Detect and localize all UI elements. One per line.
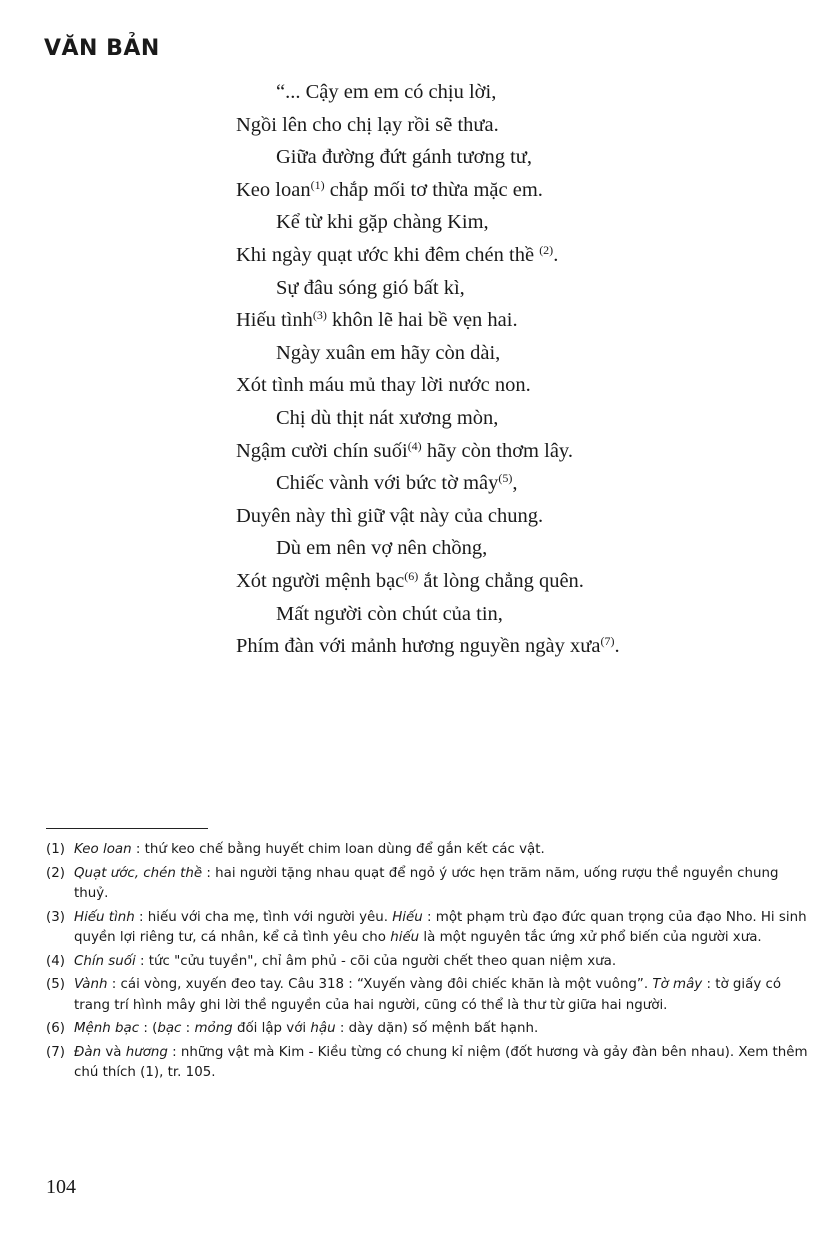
poem-line (236, 598, 796, 631)
poem-line-text: Ngậm cười chín suối (236, 439, 408, 462)
poem-line (236, 272, 796, 305)
footnote-term: hương (125, 1044, 168, 1060)
footnote-definition: : hiếu với cha mẹ, tình với người yêu. (134, 909, 393, 925)
poem-line (236, 76, 796, 109)
footnote-ref: (5) (498, 471, 513, 486)
footnote-term: bạc (157, 1021, 182, 1036)
footnote-number: (4) (46, 953, 65, 969)
page-number: 104 (46, 1176, 76, 1198)
footnote-text (74, 975, 808, 1016)
footnote-text (74, 1019, 808, 1040)
footnote-number: (5) (46, 977, 65, 992)
poem-line (236, 565, 796, 598)
footnote-item (46, 908, 808, 949)
poem-line-text-after: . (614, 635, 620, 658)
poem-line-text: Phím đàn với mảnh hương nguyền ngày xưa (236, 635, 601, 658)
footnote-ref: (3) (312, 308, 327, 323)
poem-line (236, 239, 796, 272)
footnote-definition: : một phạm trù đạo đức quan trọng của đạo Nho. Hi sinh quyền lợi riêng tư, cá nhân, kể cả tình yêu cho (74, 909, 807, 945)
footnote-definition: đối lập với (232, 1021, 311, 1036)
footnote-item (46, 864, 808, 905)
footnote-ref: (1) (310, 177, 325, 192)
poem-line-text: Dù em nên vợ nên chồng, (276, 537, 488, 560)
footnote-number: (7) (46, 1044, 65, 1060)
poem-line (236, 369, 796, 402)
poem-line-text: Giữa đường đứt gánh tương tư, (276, 146, 533, 169)
footnote-ref: (6) (404, 568, 419, 583)
section-title: VĂN BẢN (44, 36, 160, 61)
footnote-divider (46, 828, 208, 829)
footnote-item (46, 952, 808, 973)
footnote-term: Mệnh bạc (74, 1021, 140, 1036)
poem-line-text: Ngày xuân em hãy còn dài, (276, 341, 501, 364)
footnote-text (74, 864, 808, 905)
footnote-term: Hiếu (392, 909, 423, 925)
poem-line (236, 532, 796, 565)
footnote-definition: là một nguyên tắc ứng xử phổ biến của người xưa. (419, 930, 762, 945)
footnote-item (46, 975, 808, 1016)
footnote-text (74, 1043, 808, 1084)
footnote-definition: và (101, 1044, 126, 1060)
poem-line-text: Ngồi lên cho chị lạy rồi sẽ thưa. (236, 113, 499, 136)
poem-line-text-after: khôn lẽ hai bề vẹn hai. (326, 309, 518, 332)
poem-line (236, 630, 796, 663)
poem-line (236, 435, 796, 468)
poem-line (236, 206, 796, 239)
footnote-term: Vành (74, 977, 108, 992)
poem-line-text: Chị dù thịt nát xương mòn, (276, 406, 499, 429)
poem-line-text: Sự đâu sóng gió bất kì, (276, 276, 465, 299)
footnote-item (46, 840, 808, 861)
footnote-number: (1) (46, 842, 65, 857)
footnote-number: (2) (46, 865, 65, 881)
poem-line-text: Xót người mệnh bạc (236, 569, 405, 592)
poem-line (236, 304, 796, 337)
footnote-number: (6) (46, 1021, 65, 1036)
footnote-term: Keo loan (74, 842, 132, 857)
footnote-ref: (2) (539, 242, 554, 257)
poem-line-text-after: hãy còn thơm lây. (421, 439, 573, 462)
footnote-definition: : tức "cửu tuyền", chỉ âm phủ - cõi của người chết theo quan niệm xưa. (135, 953, 617, 969)
poem-line (236, 174, 796, 207)
footnote-text (74, 840, 808, 861)
footnote-definition: : cái vòng, xuyến đeo tay. Câu 318 : “Xuyến vàng đôi chiếc khăn là một vuông”. (107, 977, 653, 992)
footnotes (46, 840, 808, 1087)
poem-line-text: Chiếc vành với bức tờ mây (276, 472, 499, 495)
footnote-term: Hiếu tình (74, 909, 135, 925)
poem-line-text: Xót tình máu mủ thay lời nước non. (236, 374, 531, 397)
poem-line-text-after: ắt lòng chẳng quên. (418, 569, 584, 592)
footnote-term: Chín suối (74, 953, 136, 969)
footnote-definition: : những vật mà Kim - Kiều từng có chung kỉ niệm (đốt hương và gảy đàn bên nhau). Xem thêm chú thích (1), tr. 105. (74, 1044, 808, 1080)
poem-line-text: Mất người còn chút của tin, (276, 602, 503, 625)
footnote-text (74, 908, 808, 949)
footnote-number: (3) (46, 909, 65, 925)
poem-line-text: Kể từ khi gặp chàng Kim, (276, 211, 489, 234)
footnote-ref: (7) (600, 634, 615, 649)
footnote-text (74, 952, 808, 973)
poem-line-text: Duyên này thì giữ vật này của chung. (236, 504, 544, 527)
footnote-term: hiếu (390, 930, 420, 945)
footnote-term: hậu (310, 1021, 336, 1036)
footnote-term: mỏng (194, 1021, 233, 1036)
footnote-definition: : (181, 1021, 195, 1036)
footnote-item (46, 1043, 808, 1084)
footnote-definition: : tờ giấy có trang trí hình mây ghi lời thề nguyền của hai người, cũng có thể là thư từ giữa hai người. (74, 977, 782, 1013)
poem-line (236, 467, 796, 500)
footnote-definition: : thứ keo chế bằng huyết chim loan dùng để gắn kết các vật. (131, 842, 545, 857)
poem-line (236, 337, 796, 370)
footnote-definition: : dày dặn) số mệnh bất hạnh. (335, 1021, 539, 1036)
footnote-definition: : ( (139, 1021, 158, 1036)
footnote-ref: (4) (407, 438, 422, 453)
poem (236, 76, 796, 663)
poem-line-text: “... Cậy em em có chịu lời, (276, 81, 497, 103)
poem-line-text-after: chắp mối tơ thừa mặc em. (324, 178, 543, 201)
footnote-definition: : hai người tặng nhau quạt để ngỏ ý ước hẹn trăm năm, uống rượu thề nguyền chung thuỷ. (74, 865, 779, 901)
footnote-term: Tờ mây (652, 977, 703, 992)
poem-line-text-after: . (553, 243, 559, 266)
poem-line (236, 109, 796, 142)
footnote-term: Quạt ước, chén thề (74, 865, 203, 881)
poem-line (236, 141, 796, 174)
footnote-term: Đàn (74, 1044, 102, 1060)
poem-line (236, 500, 796, 533)
poem-line-text: Hiếu tình (236, 309, 313, 332)
poem-line-text: Keo loan (236, 178, 311, 201)
footnote-item (46, 1019, 808, 1040)
poem-line-text: Khi ngày quạt ước khi đêm chén thề (236, 243, 540, 266)
poem-line-text-after: , (512, 472, 518, 495)
poem-line (236, 402, 796, 435)
